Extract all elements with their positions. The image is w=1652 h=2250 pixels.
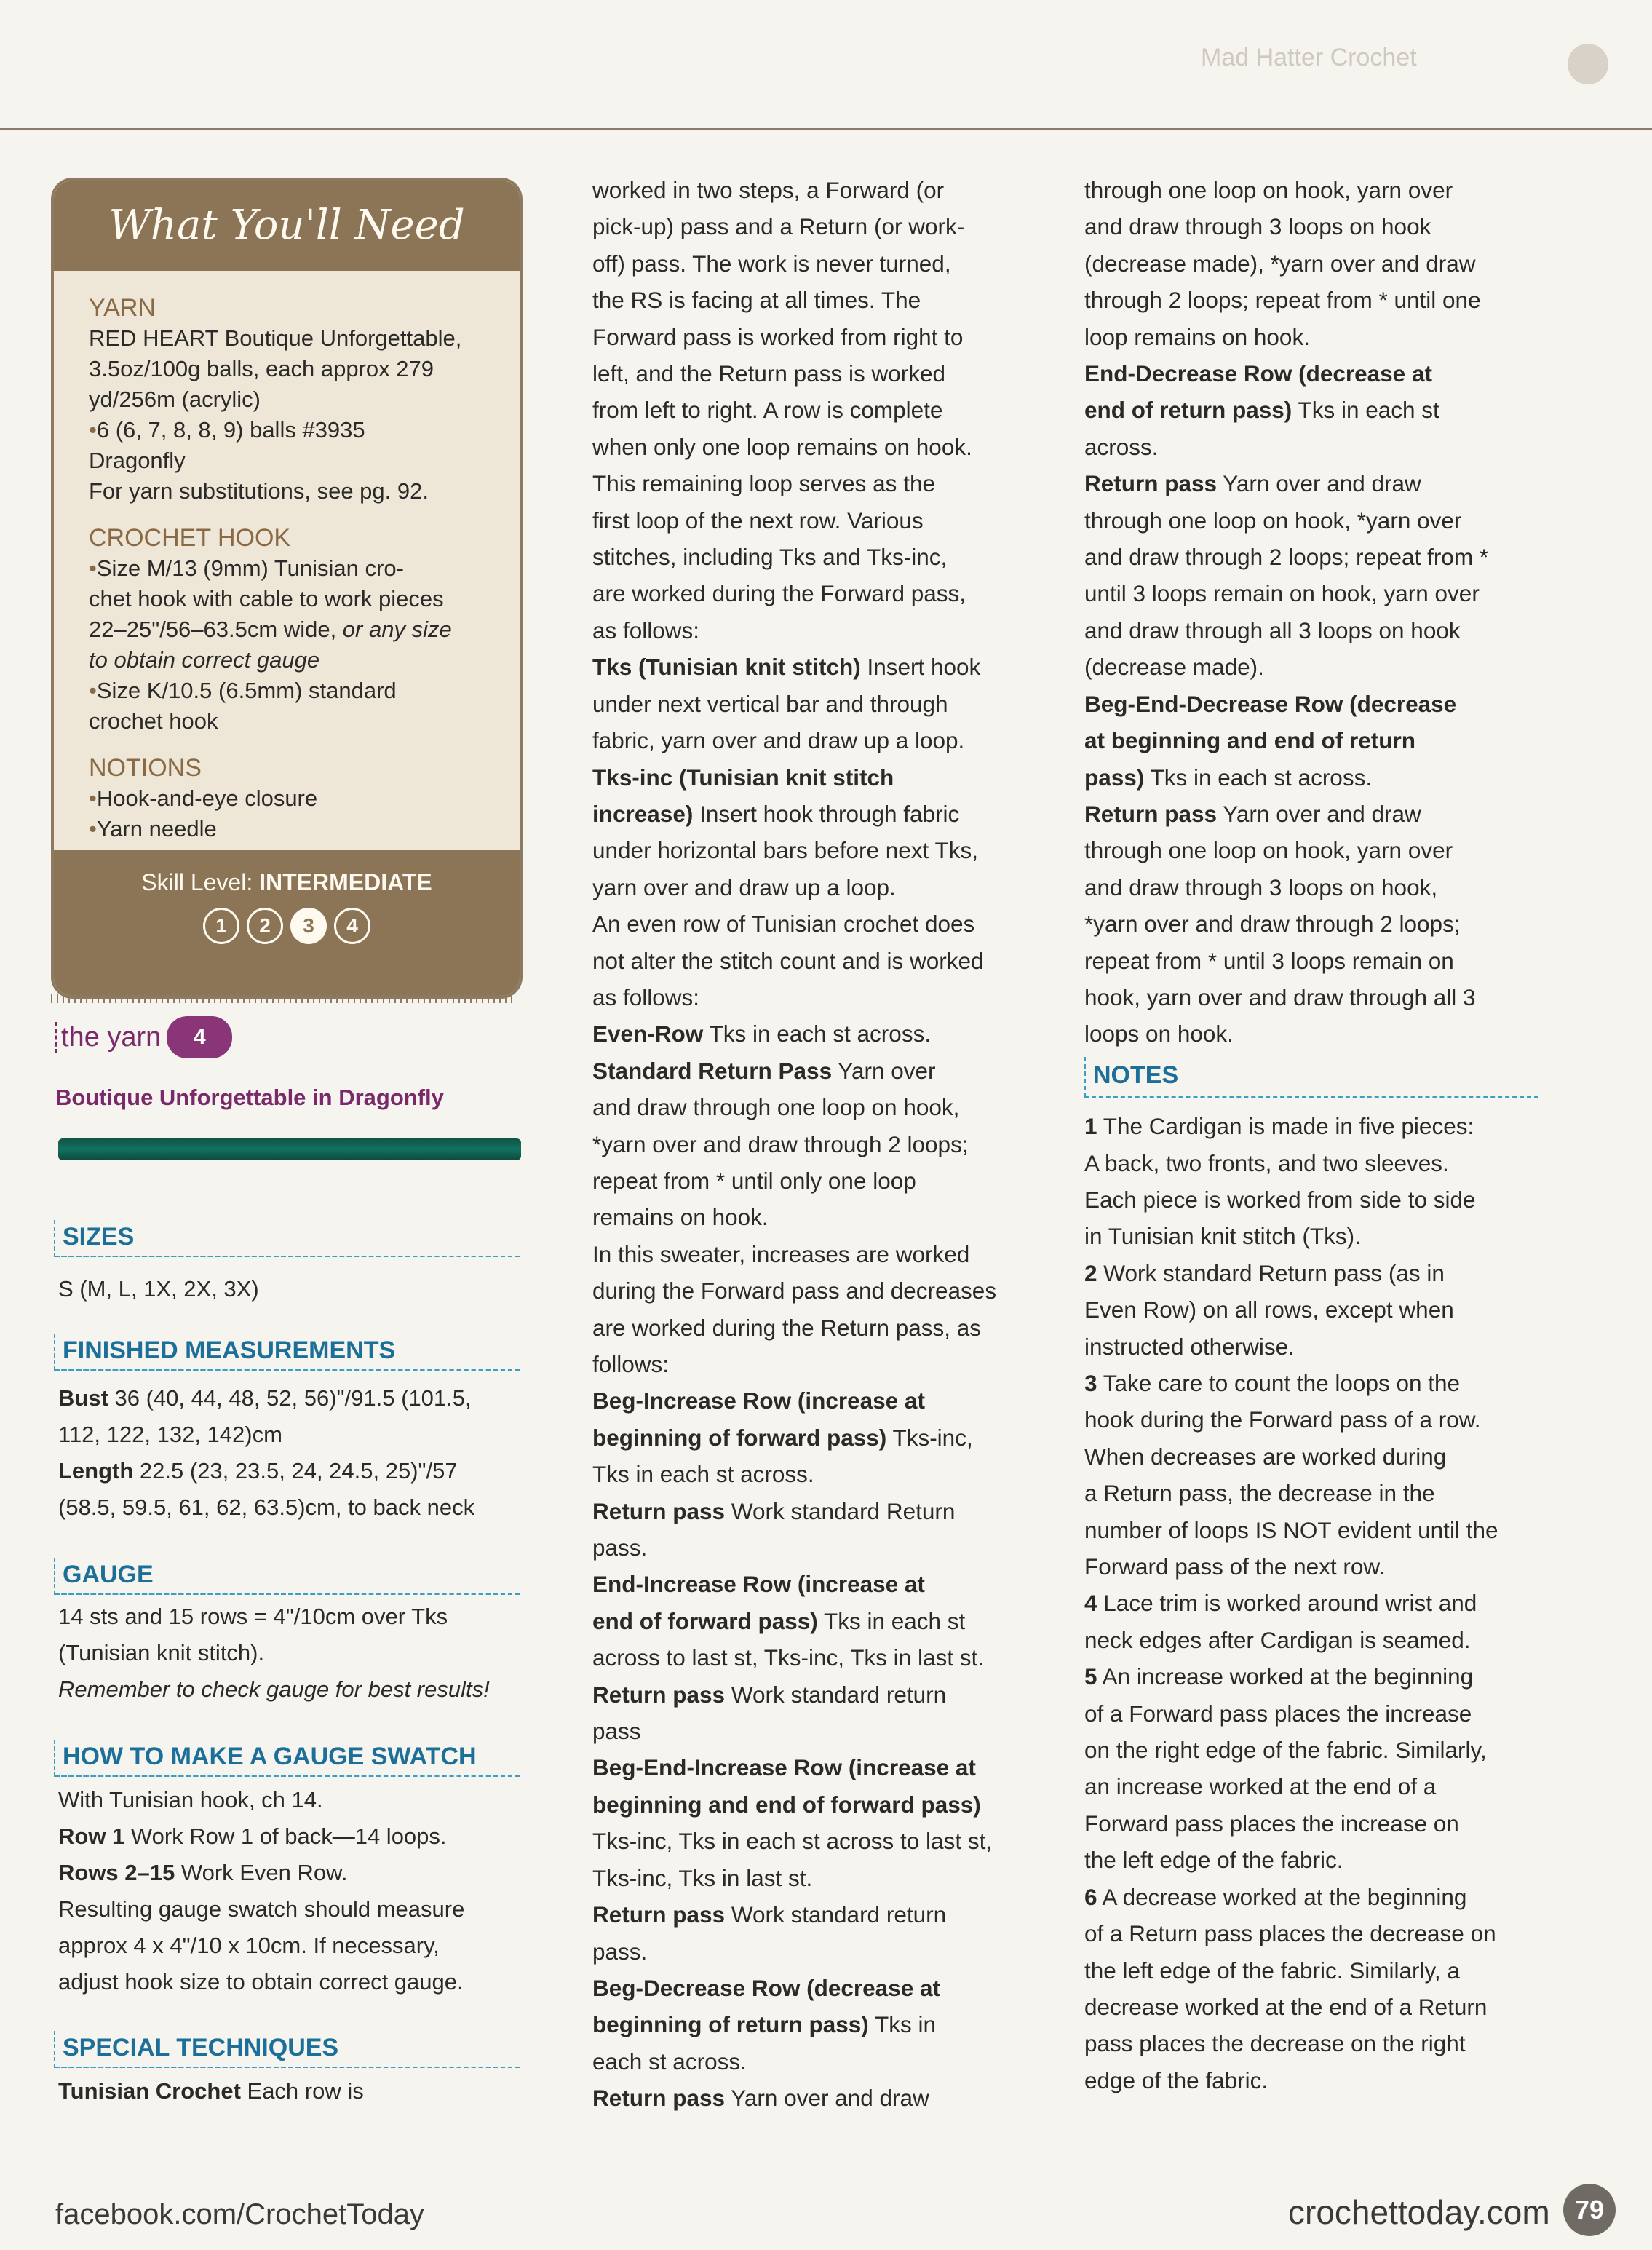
footer-facebook-link[interactable]: facebook.com/CrochetToday	[55, 2198, 424, 2230]
term-label: increase)	[592, 800, 694, 827]
skill-circle-2: 2	[247, 908, 283, 944]
text-line: under next vertical bar and through	[592, 690, 948, 717]
term-label: End-Decrease Row (decrease at	[1084, 360, 1432, 387]
term-label: at beginning and end of return	[1084, 727, 1415, 754]
text-line: yarn over and draw up a loop.	[592, 874, 896, 900]
text-line: until 3 loops remain on hook, yarn over	[1084, 580, 1480, 607]
note-line: Each piece is worked from side to side	[1084, 1186, 1476, 1213]
text-line	[1084, 686, 1550, 722]
hook-line: chet hook with cable to work pieces	[89, 586, 444, 611]
term-text: Insert hook	[860, 654, 981, 681]
text-line	[592, 1382, 1029, 1419]
yarn-line: RED HEART Boutique Unforgettable,	[89, 325, 462, 351]
note-line: pass places the decrease on the right	[1084, 2030, 1466, 2057]
note-line: edge of the fabric.	[1084, 2067, 1268, 2093]
swatch-line	[58, 1818, 531, 1855]
note-text: An increase worked at the beginning	[1097, 1663, 1474, 1690]
note-line: hook during the Forward pass of a row.	[1084, 1406, 1481, 1433]
column-3	[1084, 172, 1550, 2099]
note-line: a Return pass, the decrease in the	[1084, 1480, 1435, 1507]
note-line: A back, two fronts, and two sleeves.	[1084, 1149, 1449, 1176]
need-box-body	[54, 271, 520, 844]
term-label: Return pass	[592, 2085, 726, 2112]
rows-label: Rows 2–15	[58, 1860, 175, 1885]
text-line	[1084, 465, 1550, 502]
text-line	[1084, 392, 1550, 428]
text-line	[592, 1676, 1029, 1713]
yarn-line	[89, 415, 483, 445]
skill-label: Skill Level:	[141, 869, 260, 895]
skill-value: INTERMEDIATE	[259, 869, 432, 895]
text-line: and draw through one loop on hook,	[592, 1094, 960, 1121]
term-label: beginning and end of forward pass)	[592, 1791, 981, 1818]
term-text: Yarn over and draw	[1217, 800, 1421, 827]
finished-measurements-text	[58, 1380, 531, 1526]
text-line: each st across.	[592, 2048, 747, 2075]
gauge-line: 14 sts and 15 rows = 4"/10cm over Tks	[58, 1604, 448, 1629]
term-label: End-Increase Row (increase at	[592, 1571, 925, 1598]
term-label: pass)	[1084, 764, 1145, 791]
term-label: Tks (Tunisian knit stitch)	[592, 654, 861, 681]
term-label: Tks-inc (Tunisian knit stitch	[592, 764, 894, 791]
text-line	[592, 759, 1029, 796]
ghost-header	[1201, 44, 1608, 87]
yarn-swatch-image	[58, 1138, 521, 1160]
yarn-heading: YARN	[89, 294, 156, 322]
note-line: Forward pass of the next row.	[1084, 1553, 1386, 1580]
note-line: of a Return pass places the decrease on	[1084, 1920, 1496, 1947]
note-4	[1084, 1585, 1550, 1658]
text-line: and draw through 3 loops on hook,	[1084, 874, 1438, 900]
rows-text: Work Even Row.	[175, 1860, 348, 1885]
gauge-text	[58, 1599, 531, 1708]
text-line	[592, 2080, 1029, 2116]
note-line	[1084, 1879, 1550, 1915]
notions-heading: NOTIONS	[89, 754, 202, 782]
text-line: left, and the Return pass is worked	[592, 360, 946, 387]
text-line: *yarn over and draw through 2 loops;	[592, 1130, 969, 1157]
term-label: Return pass	[1084, 470, 1218, 497]
text-line	[592, 1053, 1029, 1089]
header-ornament-icon	[1568, 44, 1608, 84]
hook-text-italic: or any size	[342, 617, 452, 642]
term-label: Return pass	[1084, 800, 1218, 827]
yarn-line: For yarn substitutions, see pg. 92.	[89, 478, 429, 504]
note-3	[1084, 1365, 1550, 1585]
text-line: and draw through all 3 loops on hook	[1084, 617, 1461, 643]
text-line: loops on hook.	[1084, 1021, 1234, 1047]
yarn-line: yd/256m (acrylic)	[89, 387, 261, 412]
yarn-name: Boutique Unforgettable in Dragonfly	[55, 1085, 444, 1110]
bust-line	[58, 1380, 531, 1417]
text-line: during the Forward pass and decreases	[592, 1277, 997, 1304]
note-text: Lace trim is worked around wrist and	[1097, 1590, 1477, 1617]
skill-circle-4: 4	[334, 908, 370, 944]
note-line: number of loops IS NOT evident until the	[1084, 1516, 1498, 1543]
text-line: hook, yarn over and draw through all 3	[1084, 983, 1476, 1010]
term-label: Return pass	[592, 1681, 726, 1708]
text-line: across to last st, Tks-inc, Tks in last st.	[592, 1644, 984, 1671]
note-line	[1084, 1585, 1550, 1621]
text-line: are worked during the Forward pass,	[592, 580, 966, 607]
note-text: The Cardigan is made in five pieces:	[1097, 1113, 1474, 1140]
term-text: Work standard return	[725, 1681, 947, 1708]
note-line: decrease worked at the end of a Return	[1084, 1993, 1488, 2020]
note-text: A decrease worked at the beginning	[1097, 1883, 1467, 1910]
text-line: remains on hook.	[592, 1204, 769, 1231]
note-line: the left edge of the fabric. Similarly, a	[1084, 1957, 1460, 1984]
hook-line	[89, 676, 483, 706]
row1-label: Row 1	[58, 1823, 125, 1849]
term-label: end of forward pass)	[592, 1607, 818, 1634]
note-2	[1084, 1255, 1550, 1365]
text-line	[592, 1419, 1029, 1456]
gauge-line	[58, 1671, 531, 1708]
yarn-tag-label: the yarn	[55, 1022, 161, 1053]
ghost-header-text: Mad Hatter Crochet	[1201, 44, 1417, 71]
text-line: Tks-inc, Tks in last st.	[592, 1864, 813, 1891]
text-line: through one loop on hook, yarn over	[1084, 177, 1453, 203]
text-line: *yarn over and draw through 2 loops;	[1084, 911, 1461, 938]
note-line: the left edge of the fabric.	[1084, 1847, 1343, 1874]
hook-line	[89, 553, 483, 584]
length-label: Length	[58, 1458, 134, 1484]
skill-circle-3: 3	[290, 908, 327, 944]
note-text: Work standard Return pass (as in	[1097, 1259, 1445, 1286]
text-line	[592, 1493, 1029, 1529]
note-line: neck edges after Cardigan is seamed.	[1084, 1626, 1471, 1653]
note-line	[1084, 1255, 1550, 1291]
skill-circle-1: 1	[203, 908, 239, 944]
term-label: Beg-Increase Row (increase at	[592, 1387, 925, 1414]
top-rule	[0, 128, 1652, 130]
text-line	[1084, 355, 1550, 392]
note-number: 4	[1084, 1590, 1097, 1617]
text-line: from left to right. A row is complete	[592, 397, 943, 424]
text-line: (decrease made).	[1084, 654, 1264, 681]
text-line: In this sweater, increases are worked	[592, 1240, 970, 1267]
note-line: instructed otherwise.	[1084, 1333, 1295, 1360]
need-box-title: What You'll Need	[54, 181, 520, 271]
term-label: beginning of forward pass)	[592, 1424, 887, 1451]
notion-item	[89, 814, 483, 844]
text-line: repeat from * until only one loop	[592, 1167, 916, 1194]
yarn-tag	[55, 1016, 232, 1058]
note-6	[1084, 1879, 1550, 2099]
text-line	[592, 1015, 1029, 1052]
text-line: fabric, yarn over and draw up a loop.	[592, 727, 965, 754]
gauge-reminder: Remember to check gauge for best results!	[58, 1676, 490, 1702]
notes-heading: NOTES	[1084, 1057, 1538, 1098]
note-line	[1084, 1365, 1550, 1401]
bust-label: Bust	[58, 1385, 108, 1411]
length-line: (58.5, 59.5, 61, 62, 63.5)cm, to back neck	[58, 1494, 475, 1520]
text-line: worked in two steps, a Forward (or	[592, 177, 945, 203]
yarn-amount: 6 (6, 7, 8, 8, 9) balls #3935	[96, 417, 365, 443]
note-line	[1084, 1658, 1550, 1695]
text-line: (decrease made), *yarn over and draw	[1084, 250, 1476, 277]
term-label: Beg-Decrease Row (decrease at	[592, 1974, 940, 2001]
term-text: Tks in	[868, 2011, 936, 2038]
text-line: Tks in each st across.	[592, 1461, 814, 1488]
length-line	[58, 1453, 531, 1489]
sizes-heading: SIZES	[54, 1220, 520, 1257]
note-number: 1	[1084, 1113, 1097, 1140]
tunisian-crochet-label: Tunisian Crochet	[58, 2078, 241, 2104]
term-text: Yarn over and draw	[1217, 470, 1421, 497]
term-text: Tks in each st	[817, 1607, 966, 1634]
text-line: through one loop on hook, yarn over	[1084, 837, 1453, 864]
gauge-line: (Tunisian knit stitch).	[58, 1640, 265, 1665]
text-line	[592, 1970, 1029, 2006]
text-line: pass.	[592, 1534, 648, 1561]
hook-text: Size M/13 (9mm) Tunisian cro-	[96, 555, 404, 581]
tunisian-crochet-text: Each row is	[240, 2078, 364, 2104]
term-label: Standard Return Pass	[592, 1057, 833, 1084]
term-label: beginning of return pass)	[592, 2011, 869, 2038]
text-line: as follows:	[592, 617, 700, 643]
column-2	[592, 172, 1029, 2117]
note-number: 2	[1084, 1259, 1097, 1286]
note-line: When decreases are worked during	[1084, 1443, 1447, 1470]
yarn-line: 3.5oz/100g balls, each approx 279	[89, 356, 434, 381]
note-number: 5	[1084, 1663, 1097, 1690]
term-text: Tks in each st across.	[1144, 764, 1373, 791]
hook-line	[89, 614, 483, 645]
skill-level-circles	[54, 908, 520, 944]
bust-line: 112, 122, 132, 142)cm	[58, 1422, 282, 1447]
note-text: Take care to count the loops on the	[1097, 1370, 1461, 1396]
note-5	[1084, 1658, 1550, 1878]
swatch-line	[58, 1855, 531, 1891]
gauge-swatch-heading: HOW TO MAKE A GAUGE SWATCH	[54, 1740, 520, 1777]
what-youll-need-box	[51, 178, 523, 999]
notion-text: Hook-and-eye closure	[96, 785, 318, 811]
text-line: loop remains on hook.	[1084, 323, 1310, 350]
note-line: of a Forward pass places the increase	[1084, 1700, 1472, 1727]
length-value: 22.5 (23, 23.5, 24, 24.5, 25)"/57	[133, 1458, 458, 1484]
swatch-line: adjust hook size to obtain correct gauge.	[58, 1969, 464, 1995]
fringe-decoration	[51, 994, 517, 1003]
text-line: Tks-inc, Tks in each st across to last st,	[592, 1828, 993, 1855]
yarn-weight-icon: 4	[167, 1016, 232, 1058]
text-line	[1084, 759, 1550, 796]
skill-level	[54, 869, 520, 896]
swatch-line: approx 4 x 4"/10 x 10cm. If necessary,	[58, 1933, 440, 1958]
term-text: Work standard Return	[725, 1497, 956, 1524]
notion-item	[89, 783, 483, 814]
text-line: An even row of Tunisian crochet does	[592, 911, 975, 938]
text-line	[592, 649, 1029, 685]
text-line: through 2 loops; repeat from * until one	[1084, 287, 1481, 314]
text-line: and draw through 3 loops on hook	[1084, 213, 1431, 240]
text-line	[592, 1566, 1029, 1602]
text-line	[592, 2006, 1029, 2043]
text-line: the RS is facing at all times. The	[592, 287, 921, 314]
text-line: and draw through 2 loops; repeat from *	[1084, 544, 1489, 571]
text-line: as follows:	[592, 983, 700, 1010]
finished-measurements-heading: FINISHED MEASUREMENTS	[54, 1334, 520, 1371]
text-line: pass	[592, 1718, 641, 1745]
term-label: Beg-End-Increase Row (increase at	[592, 1754, 976, 1781]
yarn-line: Dragonfly	[89, 448, 186, 473]
hook-text-italic: to obtain correct gauge	[89, 647, 320, 673]
note-1	[1084, 1108, 1550, 1255]
note-line: Forward pass places the increase on	[1084, 1810, 1459, 1837]
row1-text: Work Row 1 of back—14 loops.	[124, 1823, 447, 1849]
text-line	[1084, 722, 1550, 758]
term-label: Beg-End-Decrease Row (decrease	[1084, 690, 1457, 717]
hook-heading: CROCHET HOOK	[89, 524, 291, 552]
text-line: when only one loop remains on hook.	[592, 433, 972, 460]
text-line: pass.	[592, 1938, 648, 1965]
note-number: 6	[1084, 1883, 1097, 1910]
text-line: are worked during the Return pass, as	[592, 1314, 982, 1341]
term-text: Tks-inc,	[886, 1424, 973, 1451]
term-text: Work standard return	[725, 1901, 947, 1928]
text-line: This remaining loop serves as the	[592, 470, 935, 497]
term-label: Return pass	[592, 1497, 726, 1524]
text-line	[592, 1749, 1029, 1786]
text-line	[1084, 796, 1550, 832]
text-line	[592, 1786, 1029, 1823]
special-techniques-text	[58, 2073, 531, 2110]
term-text: Yarn over	[832, 1057, 936, 1084]
text-line	[592, 796, 1029, 832]
text-line: stitches, including Tks and Tks-inc,	[592, 544, 948, 571]
gauge-swatch-text	[58, 1782, 531, 2000]
term-text: Yarn over and draw	[725, 2085, 929, 2112]
term-label: end of return pass)	[1084, 397, 1292, 424]
text-line	[592, 1896, 1029, 1933]
swatch-line: With Tunisian hook, ch 14.	[58, 1787, 323, 1813]
special-techniques-heading: SPECIAL TECHNIQUES	[54, 2031, 520, 2068]
text-line: first loop of the next row. Various	[592, 507, 924, 534]
text-line: off) pass. The work is never turned,	[592, 250, 951, 277]
notion-text: Yarn needle	[96, 816, 217, 841]
term-label: Return pass	[592, 1901, 726, 1928]
bust-value: 36 (40, 44, 48, 52, 56)"/91.5 (101.5,	[108, 1385, 472, 1411]
page-number: 79	[1563, 2184, 1616, 2236]
note-line: in Tunisian knit stitch (Tks).	[1084, 1223, 1361, 1250]
note-line: on the right edge of the fabric. Similarly,	[1084, 1737, 1487, 1764]
hook-text: Size K/10.5 (6.5mm) standard	[96, 678, 397, 703]
text-line	[592, 1603, 1029, 1639]
text-line: across.	[1084, 433, 1159, 460]
text-line: pick-up) pass and a Return (or work-	[592, 213, 965, 240]
note-line: an increase worked at the end of a	[1084, 1773, 1437, 1800]
text-line: not alter the stitch count and is worked	[592, 947, 984, 974]
term-label: Even-Row	[592, 1021, 704, 1047]
text-line: repeat from * until 3 loops remain on	[1084, 947, 1454, 974]
note-line	[1084, 1108, 1550, 1144]
hook-line: crochet hook	[89, 708, 218, 734]
text-line: through one loop on hook, *yarn over	[1084, 507, 1462, 534]
skill-level-bar	[54, 850, 520, 996]
note-number: 3	[1084, 1370, 1097, 1396]
text-line: under horizontal bars before next Tks,	[592, 837, 978, 864]
hook-line	[89, 645, 483, 676]
term-text: Insert hook through fabric	[693, 800, 960, 827]
footer-website-link[interactable]: crochettoday.com	[1288, 2193, 1550, 2231]
text-line: Forward pass is worked from right to	[592, 323, 964, 350]
hook-text: 22–25"/56–63.5cm wide,	[89, 617, 343, 642]
term-text: Tks in each st across.	[703, 1021, 932, 1047]
term-text: Tks in each st	[1292, 397, 1439, 424]
text-line: follows:	[592, 1351, 670, 1377]
swatch-line: Resulting gauge swatch should measure	[58, 1896, 465, 1922]
note-line: Even Row) on all rows, except when	[1084, 1296, 1454, 1323]
sizes-text: S (M, L, 1X, 2X, 3X)	[58, 1276, 259, 1302]
gauge-heading: GAUGE	[54, 1558, 520, 1595]
